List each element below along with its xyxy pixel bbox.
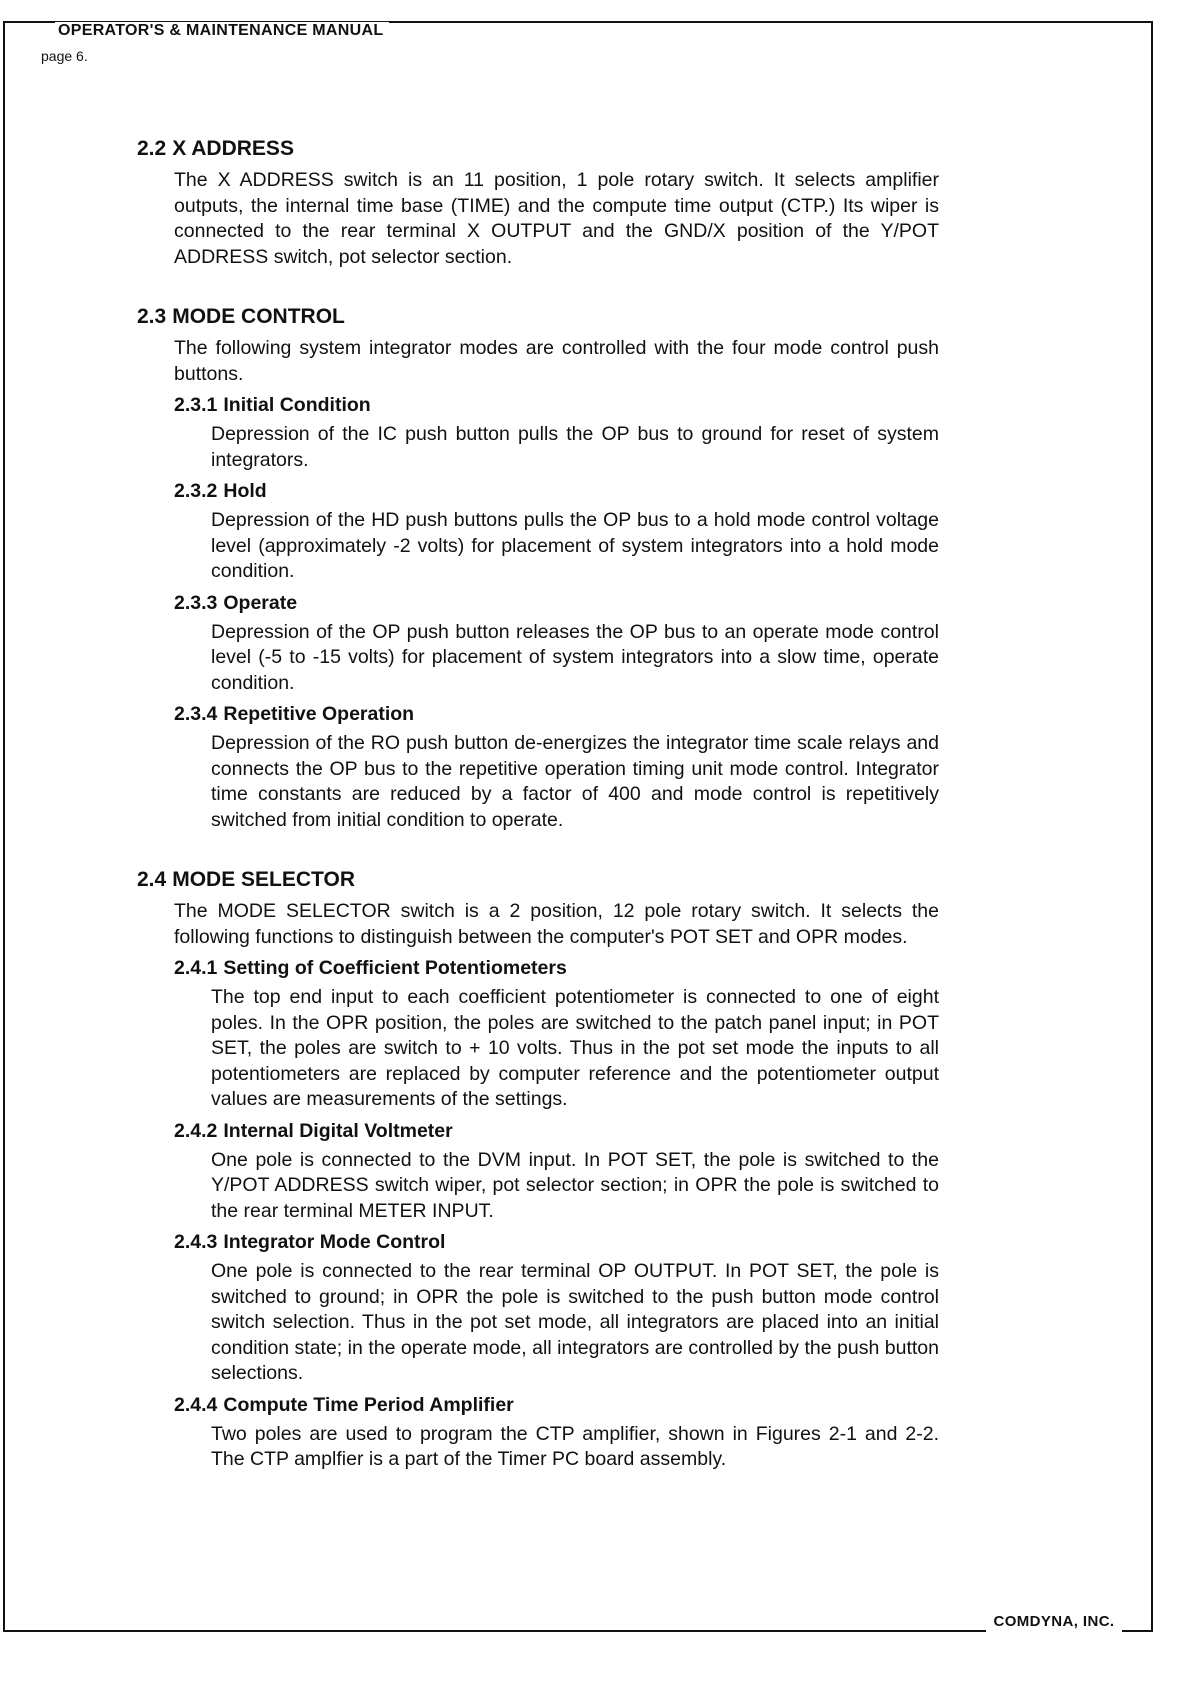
subsection-number: 2.4.3 (174, 1231, 218, 1253)
subsection-title: Operate (223, 591, 298, 614)
page-frame-right (1151, 21, 1153, 1631)
subsection-paragraph: Depression of the OP push button releases the OP bus to an operate mode control level (-5 to -15 volts) for placement of system integrators into a slow time, operate condition. (211, 620, 939, 694)
section-paragraph: The following system integrator modes are controlled with the four mode control push buttons. (174, 337, 939, 385)
subsection-heading (174, 590, 939, 616)
section-heading (137, 867, 939, 893)
subsection-title: Initial Condition (223, 394, 371, 416)
section-paragraph: The X ADDRESS switch is an 11 position, 1 pole rotary switch. It selects amplifier outputs, the internal time base (TIME) and the compute time output (CTP.) Its wiper is connected to the rear terminal X OUTPUT and the GND/X position of the Y/POT ADDRESS switch, pot selector section. (174, 169, 939, 268)
section-title: MODE CONTROL (172, 305, 345, 328)
subsection-paragraph: Depression of the HD push buttons pulls the OP bus to a hold mode control voltage level (approximately -2 volts) for placement of system integrators into a hold mode condition. (211, 509, 939, 582)
subsection-number: 2.4.2 (174, 1119, 218, 1142)
subsection-number: 2.3.1 (174, 394, 218, 416)
subsection-title: Integrator Mode Control (223, 1231, 446, 1253)
subsection-number: 2.3.3 (174, 591, 218, 614)
section-number: 2.3 (137, 305, 167, 328)
subsection-number: 2.3.2 (174, 480, 218, 502)
subsection-heading (174, 955, 939, 981)
section-paragraph: The MODE SELECTOR switch is a 2 position, 12 pole rotary switch. It selects the following functions to distinguish between the computer's POT SET and OPR modes. (174, 900, 939, 948)
subsection-number: 2.4.4 (174, 1393, 218, 1416)
subsection-title: Hold (223, 480, 267, 502)
page-frame-bottom-tail (1122, 1630, 1153, 1632)
page-frame-bottom (3, 1630, 986, 1632)
page-number: page 6. (41, 48, 88, 64)
subsection-operate (174, 590, 939, 697)
subsection-heading (174, 1229, 939, 1255)
page-frame-left (3, 21, 5, 1631)
subsection-number: 2.3.4 (174, 703, 218, 725)
subsection-digital-voltmeter (174, 1118, 939, 1225)
subsection-title: Repetitive Operation (223, 703, 415, 725)
section-number: 2.4 (137, 868, 167, 891)
document-body (137, 136, 939, 1507)
subsection-hold (174, 478, 939, 585)
manual-title: OPERATOR'S & MAINTENANCE MANUAL (55, 22, 389, 40)
subsection-heading (174, 1118, 939, 1144)
subsection-title: Internal Digital Voltmeter (223, 1119, 453, 1142)
section-x-address (137, 136, 939, 270)
section-heading (137, 136, 939, 162)
subsection-paragraph: The top end input to each coefficient potentiometer is connected to one of eight poles. In the OPR position, the poles are switched to the patch panel input; in POT SET, the poles are switch to + 10 volts. Thus in the pot set mode the inputs to all potentiometers are replaced by computer reference and the potentiometer output values are measurements of the settings. (211, 986, 939, 1110)
subsection-coefficient-potentiometers (174, 955, 939, 1113)
subsection-integrator-mode-control (174, 1229, 939, 1387)
section-mode-control (137, 304, 939, 833)
section-title: X ADDRESS (172, 137, 294, 160)
subsection-paragraph: Two poles are used to program the CTP amplifier, shown in Figures 2-1 and 2-2. The CTP amplfier is a part of the Timer PC board assembly. (211, 1422, 939, 1470)
subsection-heading (174, 478, 939, 504)
section-mode-selector (137, 867, 939, 1473)
subsection-heading (174, 701, 939, 727)
subsection-repetitive-operation (174, 701, 939, 833)
subsection-heading (174, 1392, 939, 1418)
subsection-paragraph: Depression of the RO push button de-energizes the integrator time scale relays and connects the OP bus to the repetitive operation timing unit mode control. Integrator time constants are reduced by a factor of 400 and mode control is repetitively switched from initial condition to operate. (211, 732, 939, 831)
subsection-number: 2.4.1 (174, 957, 218, 979)
subsection-title: Setting of Coefficient Potentiometers (223, 957, 567, 979)
company-name: COMDYNA, INC. (993, 1613, 1115, 1630)
subsection-initial-condition (174, 392, 939, 473)
subsection-paragraph: One pole is connected to the rear terminal OP OUTPUT. In POT SET, the pole is switched to ground; in OPR the pole is switched to the push button mode control switch selection. Thus in the pot set mode, all integrators are placed into an initial condition state; in the operate mode, all integrators are controlled by the push button selections. (211, 1260, 939, 1384)
subsection-paragraph: Depression of the IC push button pulls the OP bus to ground for reset of system integrators. (211, 423, 939, 471)
subsection-compute-time-period-amplifier (174, 1392, 939, 1473)
section-number: 2.2 (137, 137, 167, 160)
subsection-heading (174, 392, 939, 418)
section-heading (137, 304, 939, 330)
section-title: MODE SELECTOR (172, 868, 355, 891)
subsection-title: Compute Time Period Amplifier (223, 1393, 514, 1416)
subsection-paragraph: One pole is connected to the DVM input. In POT SET, the pole is switched to the Y/POT ADDRESS switch wiper, pot selector section; in OPR the pole is switched to the rear terminal METER INPUT. (211, 1148, 939, 1222)
